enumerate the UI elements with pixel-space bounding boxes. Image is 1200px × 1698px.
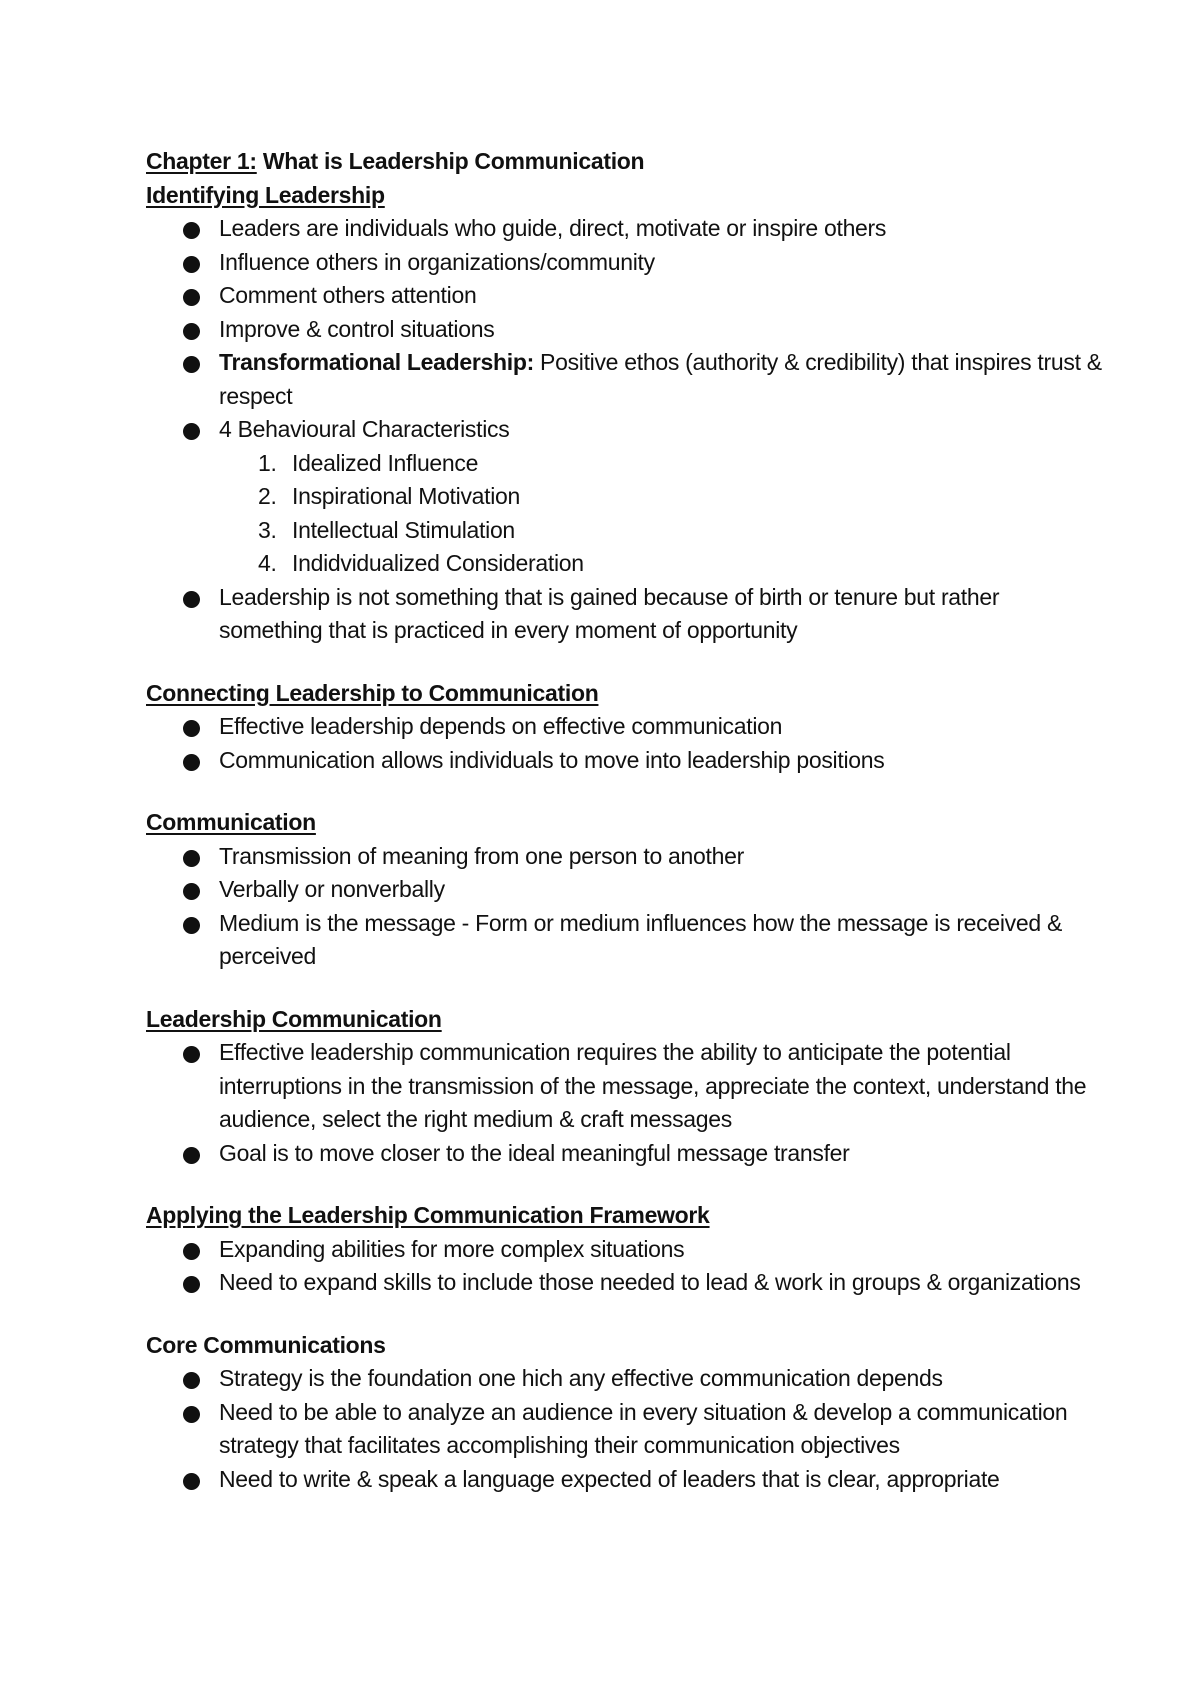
behaviour-label: 4 Behavioural Characteristics — [219, 416, 510, 442]
numbered-item: 2. Inspirational Motivation — [258, 483, 521, 509]
section-heading: Connecting Leadership to Communication — [146, 679, 599, 706]
list-item: Need to expand skills to include those needed to lead & work in groups & organizations — [219, 1266, 1106, 1300]
list-item: Communication allows individuals to move into leadership positions — [219, 744, 1106, 778]
section-communication — [146, 806, 1106, 974]
list-item: Need to be able to analyze an audience in every situation & develop a communication strategy that facilitates accomplishing their communication objectives — [219, 1396, 1106, 1463]
list-item: Effective leadership depends on effective communication — [219, 710, 1106, 744]
list-item: Transmission of meaning from one person to another — [219, 840, 1106, 874]
list-item: Expanding abilities for more complex situations — [219, 1233, 1106, 1267]
list-item: Need to write & speak a language expected of leaders that is clear, appropriate — [219, 1463, 1106, 1497]
transformational-text: Positive ethos (authority & credibility) that inspires trust & respect — [219, 349, 1102, 409]
numbered-list — [219, 447, 1106, 581]
list-item: Verbally or nonverbally — [219, 873, 1106, 907]
list-item: Effective leadership communication requires the ability to anticipate the potential interruptions in the transmission of the message, appreciate the context, understand the audience, select the right medium & craft messages — [219, 1036, 1106, 1137]
bullet-list — [146, 840, 1106, 974]
section-heading: Leadership Communication — [146, 1005, 442, 1032]
list-item: Leaders are individuals who guide, direct, motivate or inspire others — [219, 212, 1106, 246]
list-item: Goal is to move closer to the ideal meaningful message transfer — [219, 1137, 1106, 1171]
bullet-list — [146, 1233, 1106, 1300]
numbered-item: 4. Indidvidualized Consideration — [258, 550, 584, 576]
section-heading: Communication — [146, 809, 316, 835]
chapter-title-text: What is Leadership Communication — [256, 148, 645, 174]
list-item: Influence others in organizations/community — [219, 246, 1106, 280]
section-heading: Core Communications — [146, 1331, 386, 1358]
bullet-list — [146, 212, 1106, 648]
bullet-list — [146, 1036, 1106, 1170]
chapter-title — [146, 145, 1106, 179]
list-item: Improve & control situations — [219, 313, 1106, 347]
list-item-transformational — [219, 346, 1106, 413]
section-leadership-communication — [146, 1003, 1106, 1171]
bullet-list — [146, 1362, 1106, 1496]
numbered-item: 3. Intellectual Stimulation — [258, 516, 515, 543]
section-heading: Applying the Leadership Communication Framework — [146, 1202, 710, 1228]
section-core-communications — [146, 1329, 1106, 1497]
list-item-behaviour — [219, 413, 1106, 581]
list-item: Strategy is the foundation one hich any effective communication depends — [219, 1362, 1106, 1396]
list-item: Comment others attention — [219, 279, 1106, 313]
section-connecting-leadership — [146, 677, 1106, 778]
numbered-item: 1. Idealized Influence — [258, 449, 479, 476]
section-identifying-leadership — [146, 179, 1106, 648]
chapter-label: Chapter 1: — [146, 148, 257, 174]
section-heading: Identifying Leadership — [146, 181, 385, 208]
bullet-list — [146, 710, 1106, 777]
document-page — [146, 145, 1106, 1496]
list-item: Medium is the message - Form or medium influences how the message is received & perceived — [219, 907, 1106, 974]
list-item: Leadership is not something that is gained because of birth or tenure but rather something that is practiced in every moment of opportunity — [219, 581, 1106, 648]
transformational-label: Transformational Leadership: — [219, 349, 534, 375]
section-applying-framework — [146, 1199, 1106, 1300]
